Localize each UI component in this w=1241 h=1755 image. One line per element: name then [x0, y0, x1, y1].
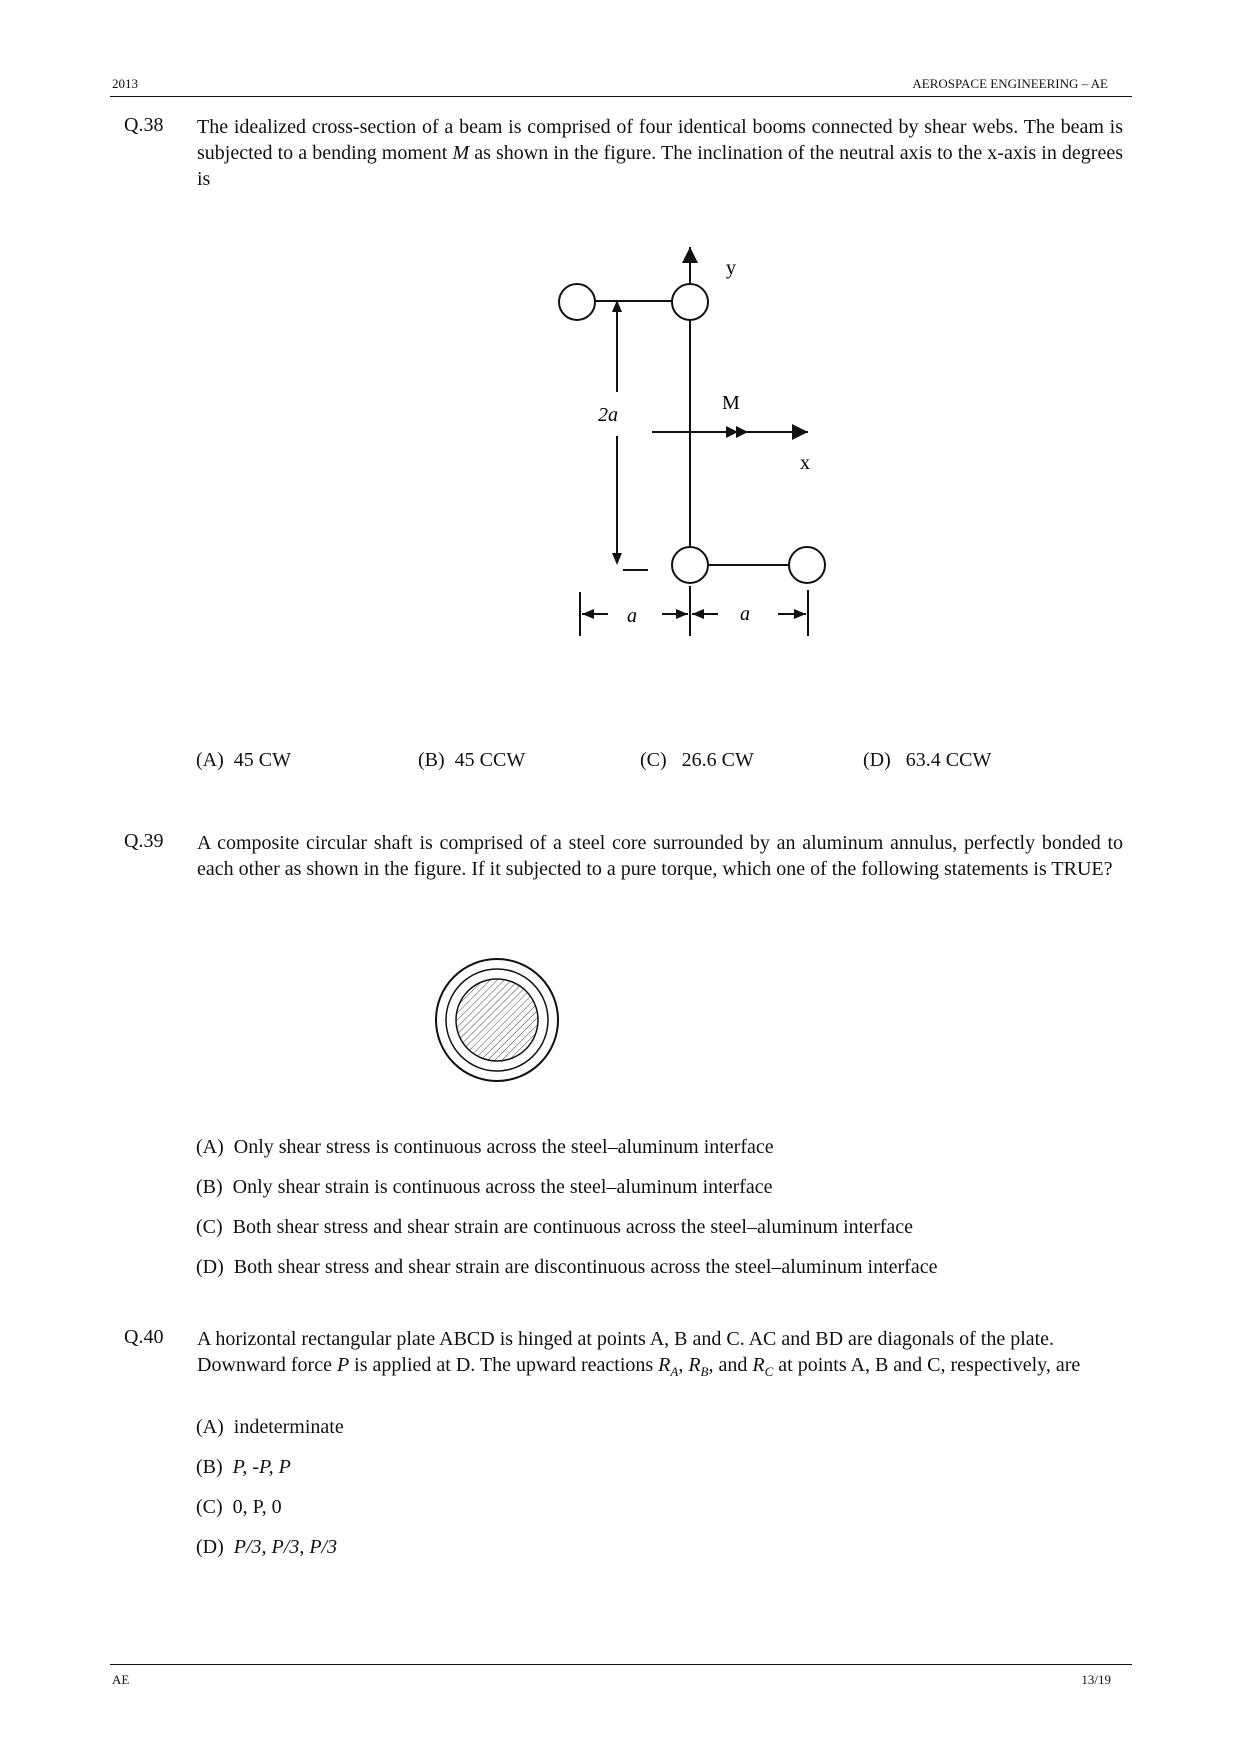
dim-2a-bottom-arrowhead: [612, 553, 622, 565]
q38-number: Q.38: [124, 114, 164, 136]
q38-option-d: (D) 63.4 CCW: [863, 749, 992, 771]
header-year: 2013: [112, 76, 138, 91]
steel-core: [456, 979, 538, 1061]
y-axis-label: y: [726, 257, 736, 279]
x-axis-label: x: [800, 452, 810, 474]
q39-option-c: (C) Both shear stress and shear strain are continuous across the steel–aluminum interface: [196, 1216, 914, 1238]
boom-bottom-right: [789, 547, 825, 583]
q39-shaft-figure: [430, 955, 560, 1085]
moment-label: M: [722, 392, 740, 414]
q40-text: A horizontal rectangular plate ABCD is hinged at points A, B and C. AC and BD are diagonals of the plate. Downward force P is applied at D. The upward reactions $R_A$, $R_B$, and $R_C$ at points A, B and C, respectively, are: [197, 1328, 1081, 1379]
dim-a1-left-arrowhead: [582, 609, 594, 619]
q38-option-c: (C) 26.6 CW: [640, 749, 754, 771]
boom-top-center: [672, 284, 708, 320]
height-label: 2a: [598, 404, 618, 426]
q38-text: The idealized cross-section of a beam is comprised of four identical booms connected by shear webs. The beam is subjected to a bending moment M as shown in the figure. The inclination of the neutral axis to the x-axis in degrees is: [197, 116, 1124, 190]
dim-a2-left-arrowhead: [692, 609, 704, 619]
footer-code: AE: [112, 1672, 130, 1687]
q40-number: Q.40: [124, 1326, 164, 1348]
q39-number: Q.39: [124, 830, 164, 852]
dim-a1-right-arrowhead: [676, 609, 688, 619]
header-subject: AEROSPACE ENGINEERING – AE: [912, 76, 1108, 91]
q39-text: A composite circular shaft is comprised of a steel core surrounded by an aluminum annulus, perfectly bonded to each other as shown in the figure. If it subjected to a pure torque, which one of the following statements is TRUE?: [197, 832, 1123, 880]
q40-option-c: (C) 0, P, 0: [196, 1496, 282, 1518]
boom-bottom-center: [672, 547, 708, 583]
q40-option-b: (B) P, -P, P: [196, 1456, 291, 1478]
q39-option-b: (B) Only shear strain is continuous across the steel–aluminum interface: [196, 1176, 773, 1198]
boom-top-left: [559, 284, 595, 320]
width-label-1: a: [627, 605, 637, 627]
width-label-2: a: [740, 603, 750, 625]
footer-page: 13/19: [1081, 1672, 1111, 1687]
q40-option-a: (A) indeterminate: [196, 1416, 344, 1438]
q38-beam-figure: [0, 0, 1241, 700]
footer-rule: [110, 1664, 1132, 1665]
q39-option-a: (A) Only shear stress is continuous across the steel–aluminum interface: [196, 1136, 774, 1158]
q40-option-d: (D) P/3, P/3, P/3: [196, 1536, 338, 1558]
q38-option-b: (B) 45 CCW: [418, 749, 526, 771]
q39-option-d: (D) Both shear stress and shear strain are discontinuous across the steel–aluminum interface: [196, 1256, 938, 1278]
dim-a2-right-arrowhead: [794, 609, 806, 619]
moment-arrowhead-2: [736, 426, 748, 438]
q38-option-a: (A) 45 CW: [196, 749, 291, 771]
